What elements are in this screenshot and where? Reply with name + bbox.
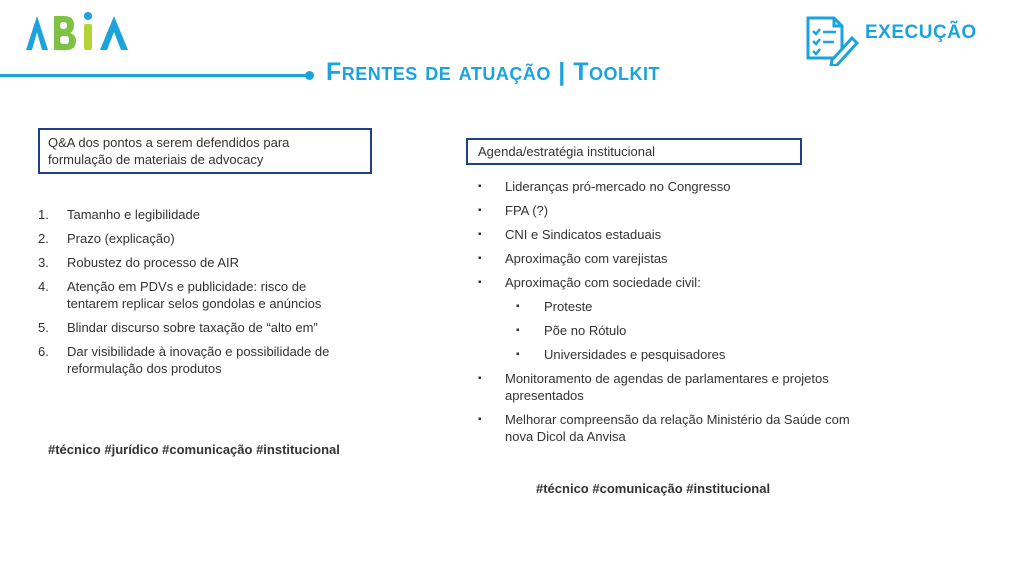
list-item bbox=[38, 230, 358, 247]
list-item bbox=[478, 250, 878, 267]
right-tags: #técnico #comunicação #institucional bbox=[536, 481, 771, 496]
item-text: Robustez do processo de AIR bbox=[67, 255, 239, 270]
bullet-icon: ▪ bbox=[516, 301, 520, 312]
qa-box-line-1: Q&A dos pontos a serem defendidos para bbox=[48, 135, 290, 150]
item-text: Lideranças pró-mercado no Congresso bbox=[505, 179, 731, 194]
sub-list-item bbox=[478, 322, 878, 339]
bullet-icon: ▪ bbox=[478, 253, 482, 264]
checklist-pencil-icon bbox=[804, 14, 860, 66]
list-item bbox=[38, 319, 358, 336]
bullet-icon: ▪ bbox=[516, 325, 520, 336]
bullet-icon: ▪ bbox=[478, 181, 482, 192]
section-label: EXECUÇÃO bbox=[865, 22, 977, 43]
list-item bbox=[478, 411, 878, 445]
bullet-icon: ▪ bbox=[478, 373, 482, 384]
bullet-icon: ▪ bbox=[478, 229, 482, 240]
bullet-icon: ▪ bbox=[478, 205, 482, 216]
item-text: Aproximação com varejistas bbox=[505, 251, 668, 266]
list-item bbox=[478, 178, 878, 195]
item-text: Prazo (explicação) bbox=[67, 231, 175, 246]
item-text: Melhorar compreensão da relação Ministério da Saúde com nova Dicol da Anvisa bbox=[505, 412, 850, 444]
item-text: Aproximação com sociedade civil: bbox=[505, 275, 701, 290]
item-text: Atenção em PDVs e publicidade: risco de tentarem replicar selos gondolas e anúncios bbox=[67, 279, 322, 311]
left-tags: #técnico #jurídico #comunicação #institucional bbox=[48, 442, 340, 457]
list-item bbox=[478, 226, 878, 243]
qa-box bbox=[38, 128, 372, 174]
list-item bbox=[478, 202, 878, 219]
item-text: Monitoramento de agendas de parlamentares e projetos apresentados bbox=[505, 371, 829, 403]
qa-numbered-list bbox=[38, 206, 358, 384]
item-number: 6. bbox=[38, 344, 49, 359]
abia-logo bbox=[24, 10, 136, 52]
title-rule bbox=[0, 74, 312, 77]
sub-list-item bbox=[478, 298, 878, 315]
item-number: 2. bbox=[38, 231, 49, 246]
list-item bbox=[38, 343, 358, 377]
item-number: 4. bbox=[38, 279, 49, 294]
item-text: Tamanho e legibilidade bbox=[67, 207, 200, 222]
agenda-box bbox=[466, 138, 802, 165]
list-item bbox=[38, 206, 358, 223]
qa-box-line-2: formulação de materiais de advocacy bbox=[48, 152, 264, 167]
agenda-bullet-list bbox=[478, 178, 878, 452]
list-item bbox=[38, 278, 358, 312]
item-text: Universidades e pesquisadores bbox=[544, 347, 726, 362]
sub-list-item bbox=[478, 346, 878, 363]
list-item bbox=[478, 370, 878, 404]
slide-title: Frentes de atuação | Toolkit bbox=[326, 58, 660, 86]
title-rule-dot bbox=[305, 71, 314, 80]
bullet-icon: ▪ bbox=[478, 277, 482, 288]
bullet-icon: ▪ bbox=[478, 414, 482, 425]
item-text: FPA (?) bbox=[505, 203, 549, 218]
bullet-icon: ▪ bbox=[516, 349, 520, 360]
item-text: Põe no Rótulo bbox=[544, 323, 627, 338]
item-text: CNI e Sindicatos estaduais bbox=[505, 227, 662, 242]
item-text: Dar visibilidade à inovação e possibilidade de reformulação dos produtos bbox=[67, 344, 330, 376]
item-text: Proteste bbox=[544, 299, 593, 314]
item-number: 3. bbox=[38, 255, 49, 270]
agenda-box-label: Agenda/estratégia institucional bbox=[478, 144, 656, 159]
item-number: 1. bbox=[38, 207, 49, 222]
item-number: 5. bbox=[38, 320, 49, 335]
list-item bbox=[38, 254, 358, 271]
logo-text: ABIA bbox=[24, 10, 27, 11]
item-text: Blindar discurso sobre taxação de “alto em” bbox=[67, 320, 318, 335]
list-item bbox=[478, 274, 878, 291]
